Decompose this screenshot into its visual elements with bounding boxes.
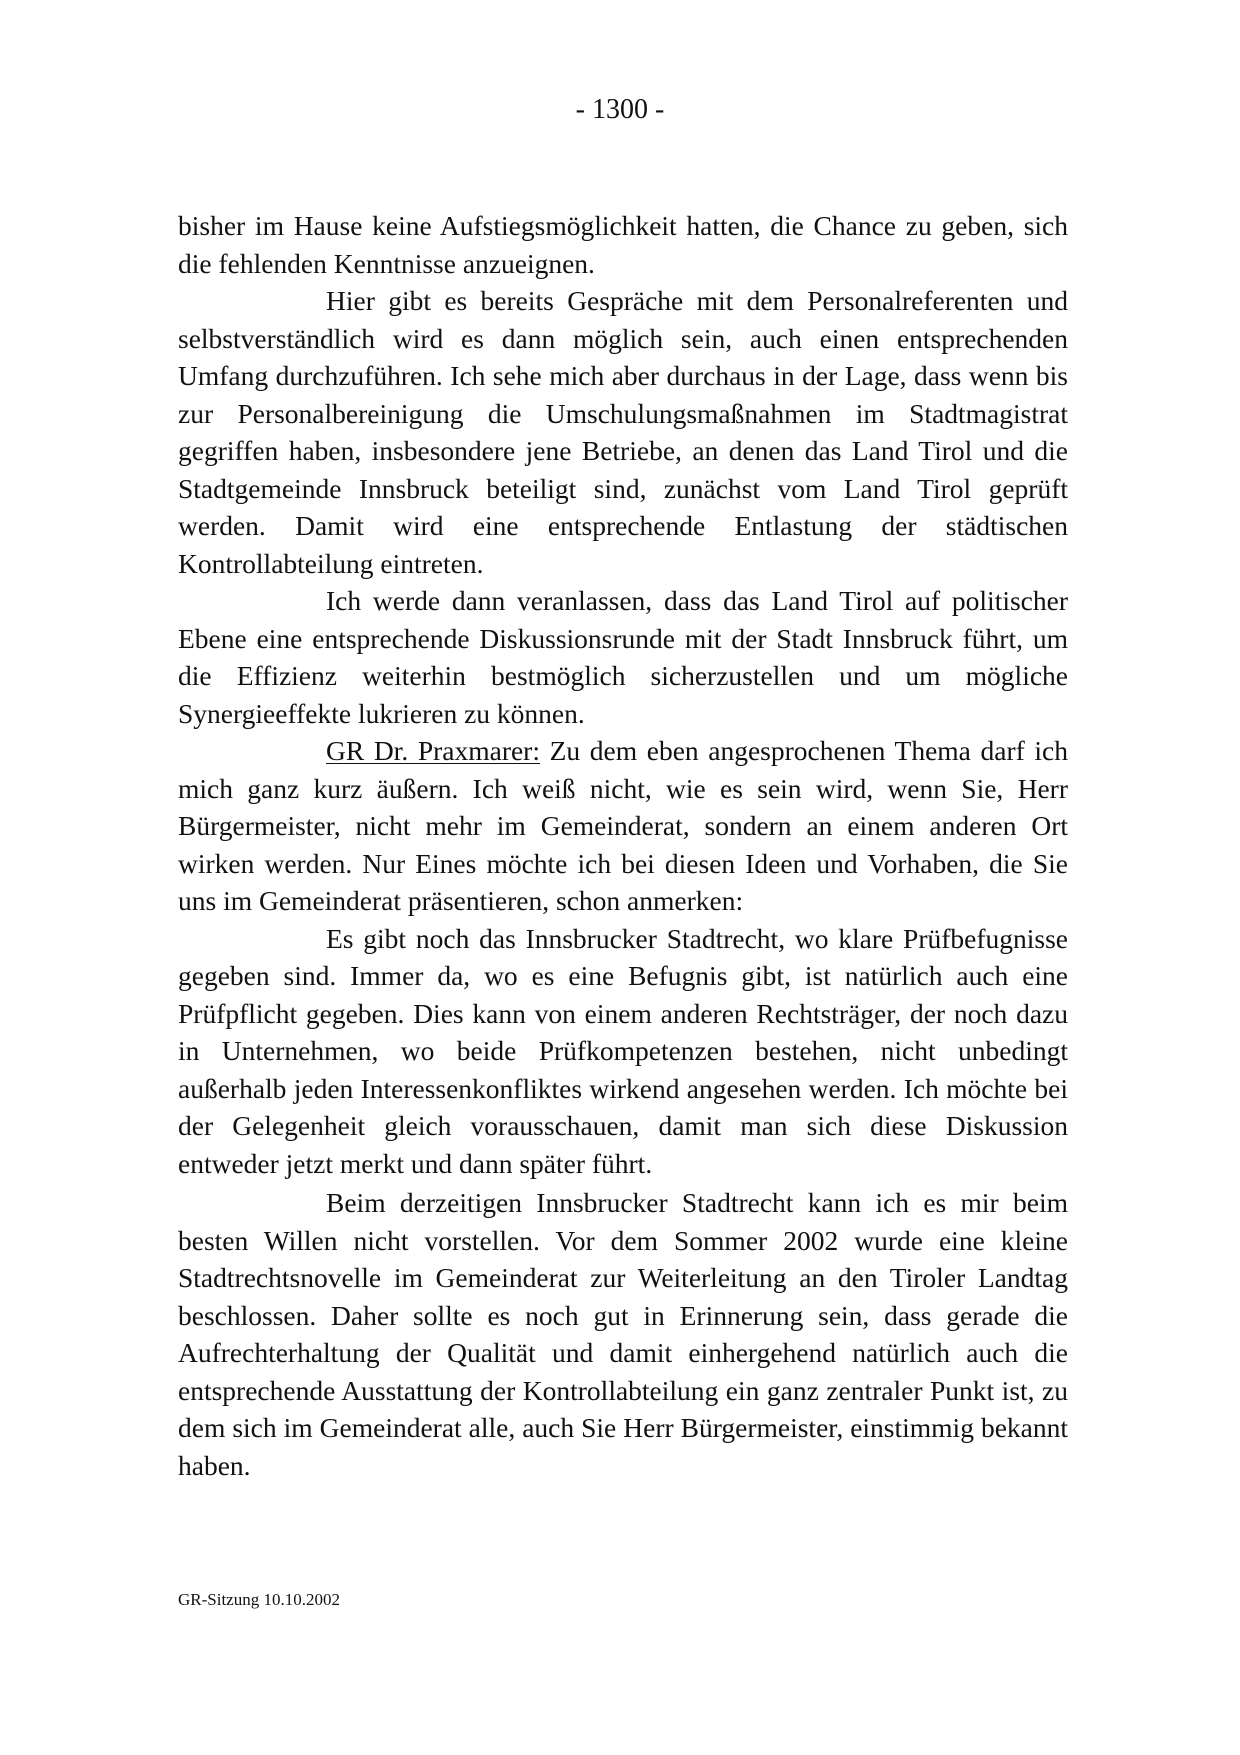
paragraph-personnel-talks: Hier gibt es bereits Gespräche mit dem Personalreferenten und selbstverständlich wird es dann möglich sein, auch einen entsprechenden Umfang durchzuführen. Ich sehe mich aber durchaus in der Lage, dass wenn bis zur Personalbereinigung die Umschulungsmaßnahmen im Stadtmagistrat gegriffen haben, insbesondere jene Betriebe, an denen das Land Tirol und die Stadtgemeinde Innsbruck beteiligt sind, zunächst vom Land Tirol geprüft werden. Damit wird eine entsprechende Entlastung der städtischen Kontrollabteilung eintreten.: [178, 285, 1068, 579]
speaker-name: GR Dr. Praxmarer:: [326, 735, 540, 766]
paragraph-city-law: Es gibt noch das Innsbrucker Stadtrecht, wo klare Prüfbefugnisse gegeben sind. Immer da, wo es eine Befugnis gibt, ist natürlich auch eine Prüfpflicht gegeben. Dies kann von einem anderen Rechtsträger, der noch dazu in Unternehmen, wo beide Prüfkompetenzen bestehen, nicht unbedingt außerhalb jeden Interessenkonfliktes wirkend angesehen werden. Ich möchte bei der Gelegenheit gleich vorausschauen, damit man sich diese Diskussion entweder jetzt merkt und dann später führt.: [178, 922, 1068, 1179]
paragraph-discussion-round: Ich werde dann veranlassen, dass das Land Tirol auf politischer Ebene eine entsprechende Diskussionsrunde mit der Stadt Innsbruck führt, um die Effizienz weiterhin bestmöglich sicherzustellen und um mögliche Synergieeffekte lukrieren zu können.: [178, 585, 1068, 729]
document-body: [178, 207, 1068, 1484]
footer-session-date: GR-Sitzung 10.10.2002: [178, 1590, 340, 1609]
paragraph-continuation: bisher im Hause keine Aufstiegsmöglichkeit hatten, die Chance zu geben, sich die fehlenden Kenntnisse anzueignen.: [178, 210, 1068, 279]
page-number: - 1300 -: [575, 94, 665, 125]
paragraph-city-law-amendment: Beim derzeitigen Innsbrucker Stadtrecht kann ich es mir beim besten Willen nicht vorstellen. Vor dem Sommer 2002 wurde eine kleine Stadtrechtsnovelle im Gemeinderat zur Weiterleitung an den Tiroler Landtag beschlossen. Daher sollte es noch gut in Erinnerung sein, dass gerade die Aufrechterhaltung der Qualität und damit einhergehend natürlich auch die entsprechende Ausstattung der Kontrollabteilung ein ganz zentraler Punkt ist, zu dem sich im Gemeinderat alle, auch Sie Herr Bürgermeister, einstimmig bekannt haben.: [178, 1187, 1068, 1481]
paragraph-praxmarer-statement: [178, 732, 1068, 920]
speaker-statement: Zu dem eben angesprochenen Thema darf ich mich ganz kurz äußern. Ich weiß nicht, wie es sein wird, wenn Sie, Herr Bürgermeister, nicht mehr im Gemeinderat, sondern an einem anderen Ort wirken werden. Nur Eines möchte ich bei diesen Ideen und Vorhaben, die Sie uns im Gemeinderat präsentieren, schon anmerken:: [178, 735, 1068, 916]
